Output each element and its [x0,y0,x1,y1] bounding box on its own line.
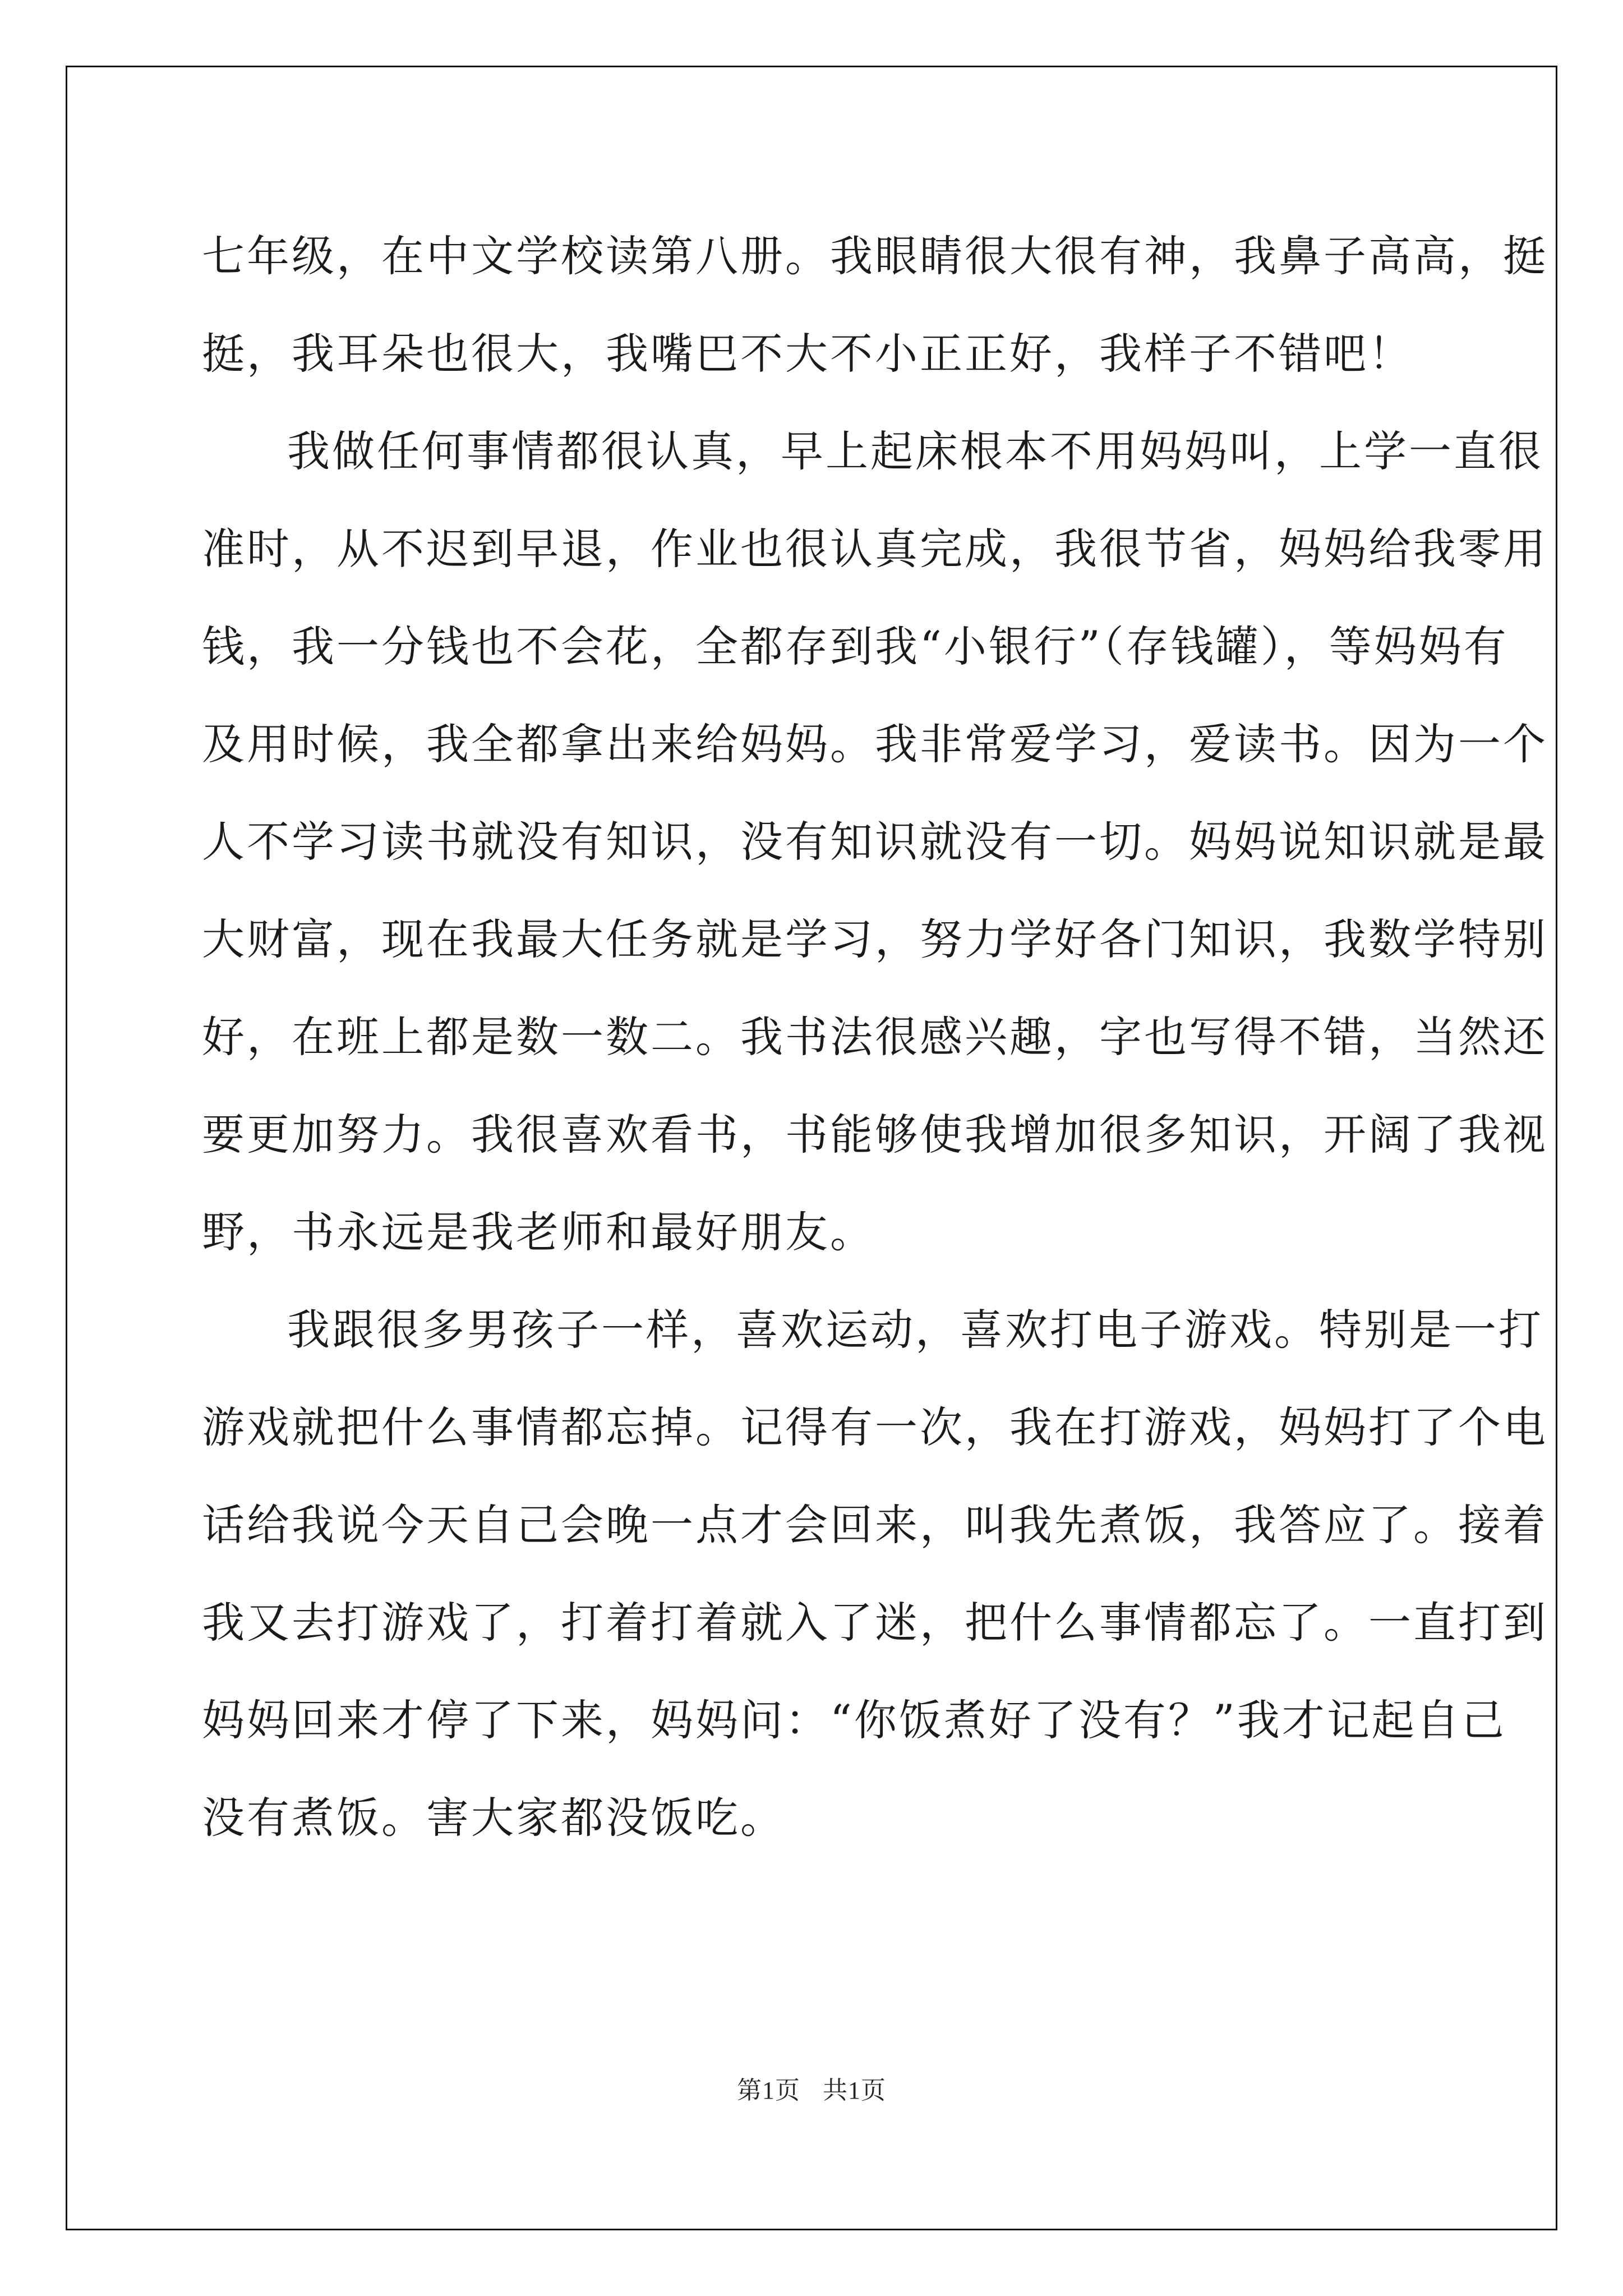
text-line: 大财富，现在我最大任务就是学习，努力学好各门知识，我数学特别 [202,914,1548,964]
page-total: 共1页 [823,2077,886,2104]
text-line: 我又去打游戏了，打着打着就入了迷，把什么事情都忘了。一直打到 [202,1598,1548,1648]
text-line: 要更加努力。我很喜欢看书，书能够使我增加很多知识，开阔了我视 [202,1110,1548,1159]
paragraph-3 [202,1281,1548,1964]
text-line: 我做任何事情都很认真，早上起床根本不用妈妈叫，上学一直很 [287,426,1543,476]
text-line: 话给我说今天自己会晚一点才会回来，叫我先煮饭，我答应了。接着 [202,1500,1548,1550]
text-line: 野，书永远是我老师和最好朋友。 [202,1207,875,1257]
text-line: 挺，我耳朵也很大，我嘴巴不大不小正正好，我样子不错吧！ [202,329,1413,379]
text-line: 游戏就把什么事情都忘掉。记得有一次，我在打游戏，妈妈打了个电 [202,1402,1548,1452]
text-line: 人不学习读书就没有知识，没有知识就没有一切。妈妈说知识就是最 [202,817,1548,867]
text-line: 好，在班上都是数一数二。我书法很感兴趣，字也写得不错，当然还 [202,1012,1548,1062]
text-line: 七年级，在中文学校读第八册。我眼睛很大很有神，我鼻子高高，挺 [202,231,1548,281]
text-line: 及用时候，我全都拿出来给妈妈。我非常爱学习，爱读书。因为一个 [202,719,1548,769]
page-footer [0,2070,1623,2106]
text-line: 钱，我一分钱也不会花，全都存到我“小银行”（存钱罐），等妈妈有 [202,622,1509,671]
text-line: 我跟很多男孩子一样，喜欢运动，喜欢打电子游戏。特别是一打 [287,1305,1543,1355]
text-line: 妈妈回来才停了下来，妈妈问：“你饭煮好了没有？”我才记起自己 [202,1695,1506,1745]
page-number: 第1页 [737,2077,800,2104]
paragraph-1 [202,208,1548,403]
text-line: 没有煮饭。害大家都没饭吃。 [202,1793,785,1843]
document-body [202,208,1548,1964]
text-line: 准时，从不迟到早退，作业也很认真完成，我很节省，妈妈给我零用 [202,524,1548,574]
paragraph-2 [202,403,1548,1281]
